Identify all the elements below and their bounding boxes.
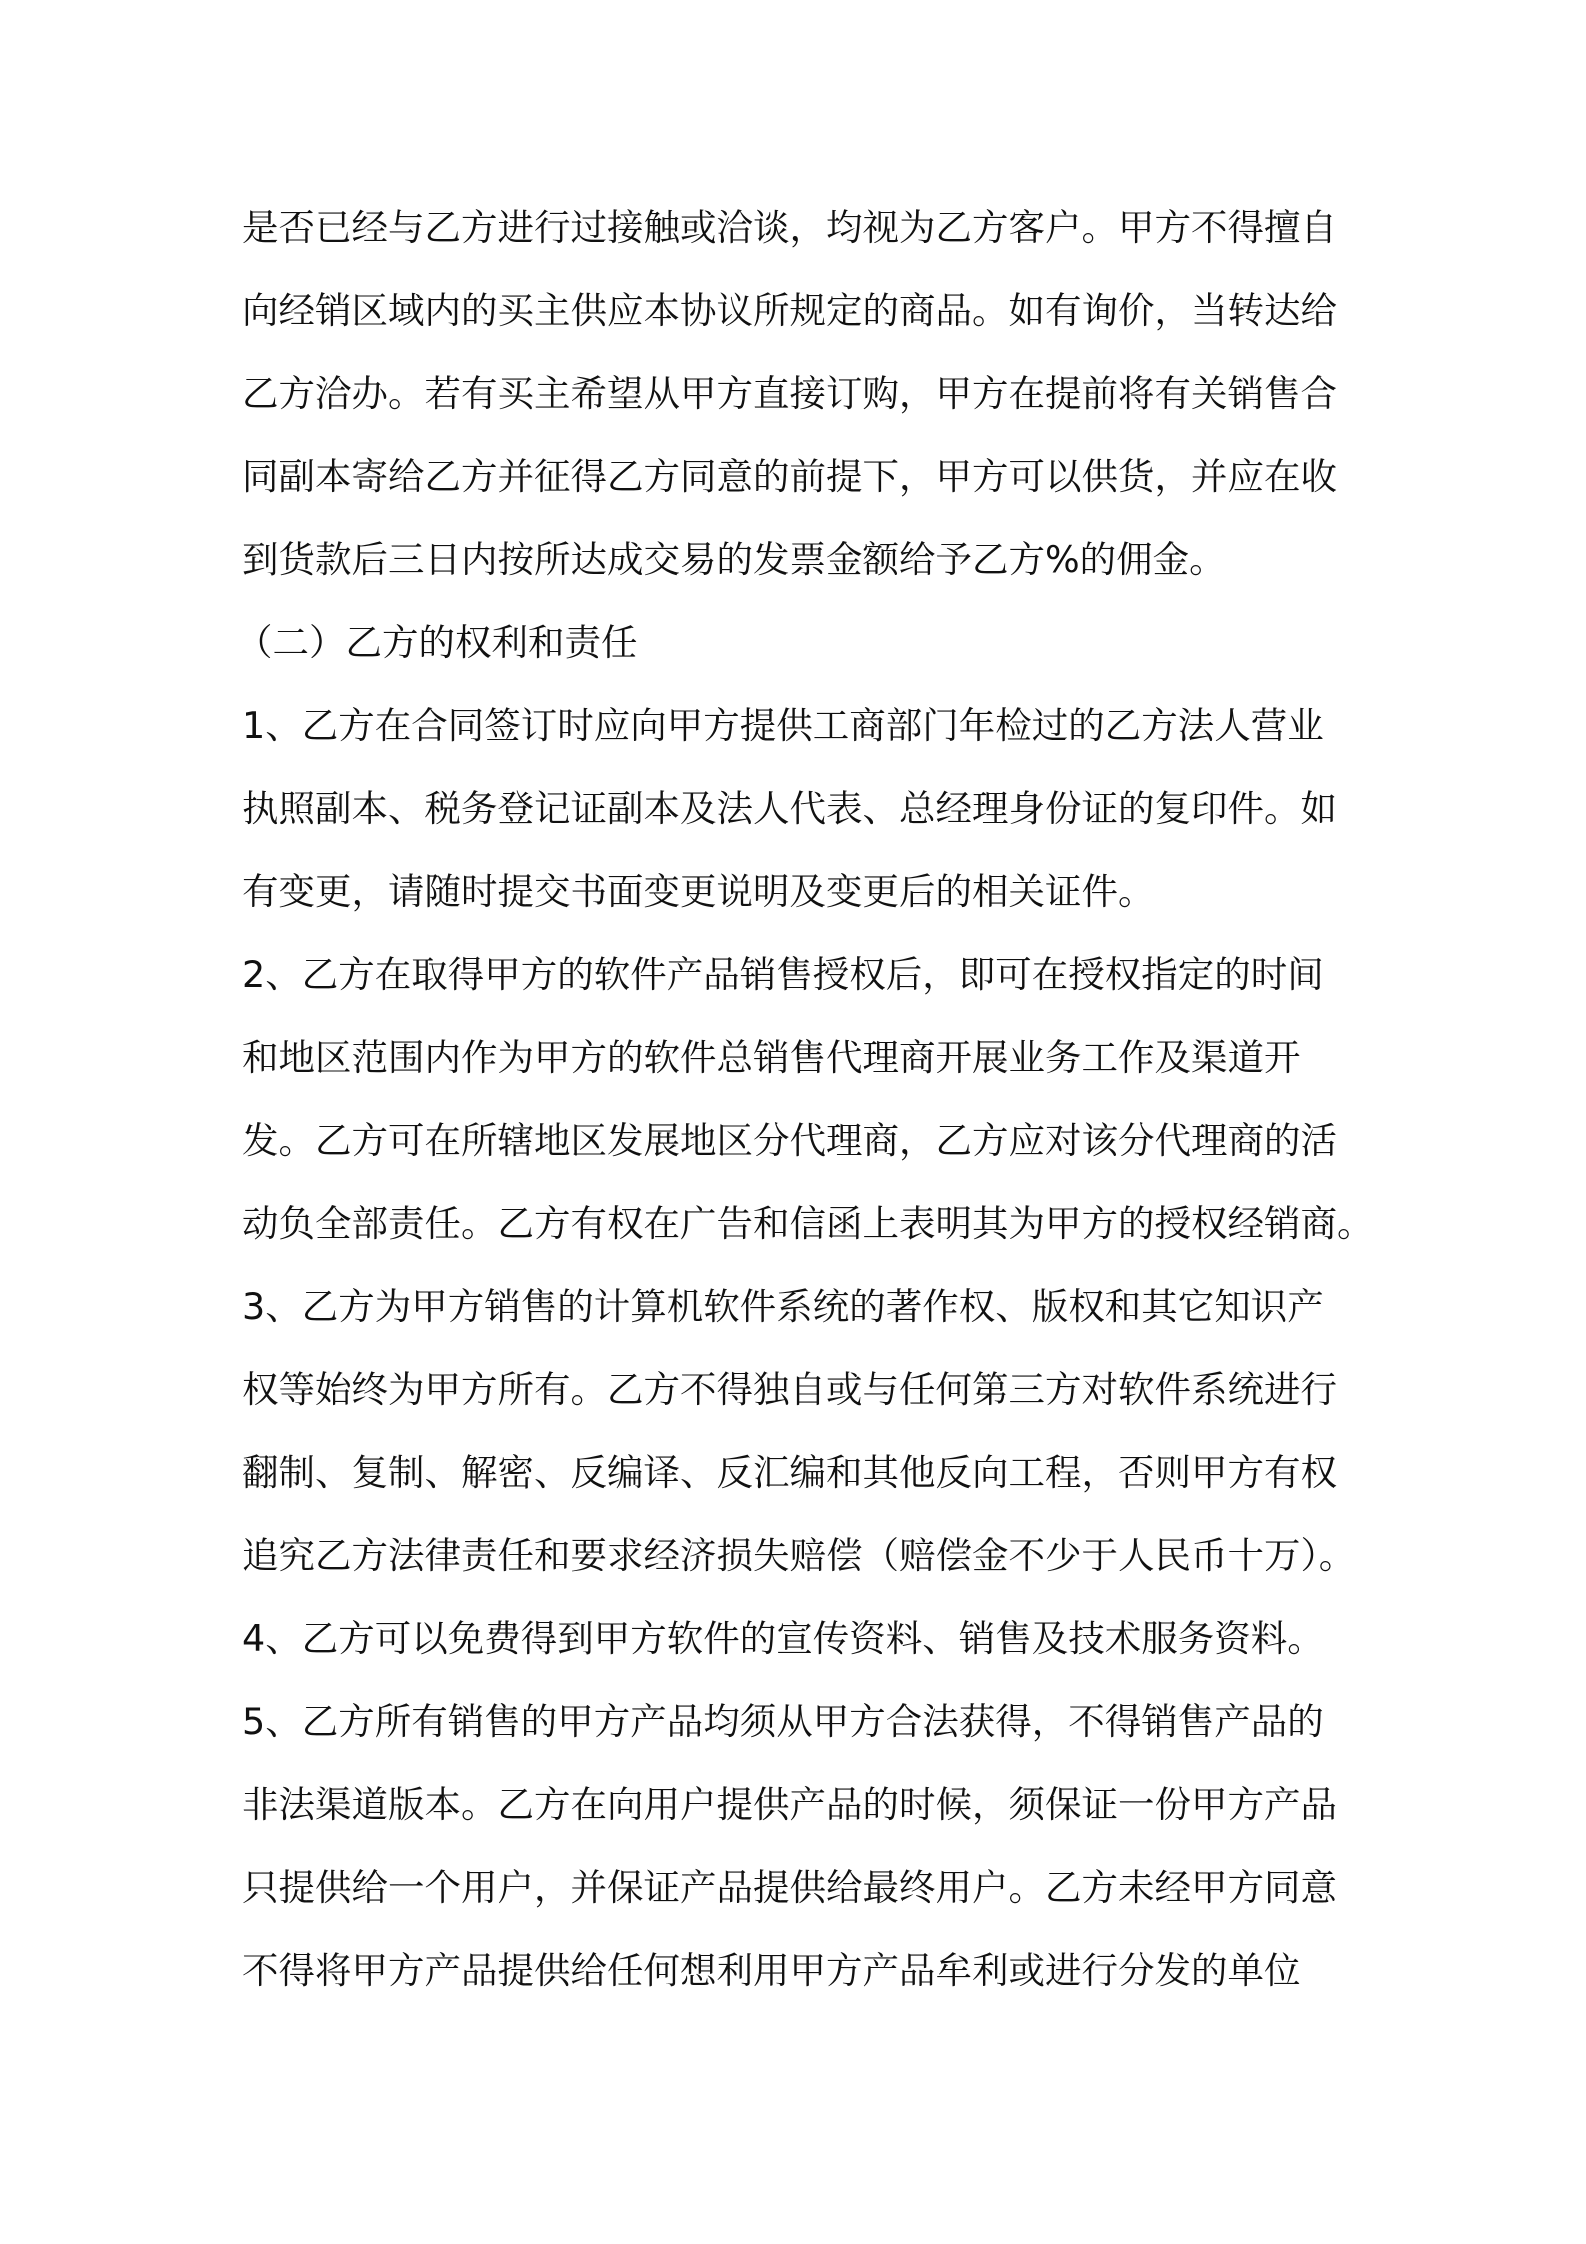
text-line: 非法渠道版本。乙方在向用户提供产品的时候，须保证一份甲方产品: [242, 1783, 1337, 1826]
text-line: 不得将甲方产品提供给任何想利用甲方产品牟利或进行分发的单位: [242, 1949, 1301, 1992]
text-line: 3、乙方为甲方销售的计算机软件系统的著作权、版权和其它知识产: [242, 1285, 1324, 1328]
text-line: 和地区范围内作为甲方的软件总销售代理商开展业务工作及渠道开: [242, 1036, 1301, 1079]
text-line: 1、乙方在合同签订时应向甲方提供工商部门年检过的乙方法人营业: [242, 704, 1324, 747]
text-line: 是否已经与乙方进行过接触或洽谈，均视为乙方客户。甲方不得擅自: [242, 206, 1337, 249]
text-line: 乙方洽办。若有买主希望从甲方直接订购，甲方在提前将有关销售合: [242, 372, 1337, 415]
text-line: 发。乙方可在所辖地区发展地区分代理商，乙方应对该分代理商的活: [242, 1119, 1337, 1162]
text-line: 执照副本、税务登记证副本及法人代表、总经理身份证的复印件。如: [242, 787, 1337, 830]
text-line: 4、乙方可以免费得到甲方软件的宣传资料、销售及技术服务资料。: [242, 1617, 1324, 1660]
text-line: 动负全部责任。乙方有权在广告和信函上表明其为甲方的授权经销商。: [242, 1202, 1374, 1245]
text-line: 同副本寄给乙方并征得乙方同意的前提下，甲方可以供货，并应在收: [242, 455, 1337, 498]
text-line: 权等始终为甲方所有。乙方不得独自或与任何第三方对软件系统进行: [242, 1368, 1337, 1411]
text-line: 2、乙方在取得甲方的软件产品销售授权后，即可在授权指定的时间: [242, 953, 1324, 996]
text-line: 有变更，请随时提交书面变更说明及变更后的相关证件。: [242, 870, 1155, 913]
text-line: 向经销区域内的买主供应本协议所规定的商品。如有询价，当转达给: [242, 289, 1337, 332]
section-heading: （二）乙方的权利和责任: [236, 621, 638, 664]
text-line: 翻制、复制、解密、反编译、反汇编和其他反向工程，否则甲方有权: [242, 1451, 1337, 1494]
text-line: 到货款后三日内按所达成交易的发票金额给予乙方%的佣金。: [242, 538, 1226, 581]
text-line: 追究乙方法律责任和要求经济损失赔偿（赔偿金不少于人民币十万）。: [242, 1534, 1356, 1577]
text-line: 只提供给一个用户，并保证产品提供给最终用户。乙方未经甲方同意: [242, 1866, 1337, 1909]
text-line: 5、乙方所有销售的甲方产品均须从甲方合法获得，不得销售产品的: [242, 1700, 1324, 1743]
